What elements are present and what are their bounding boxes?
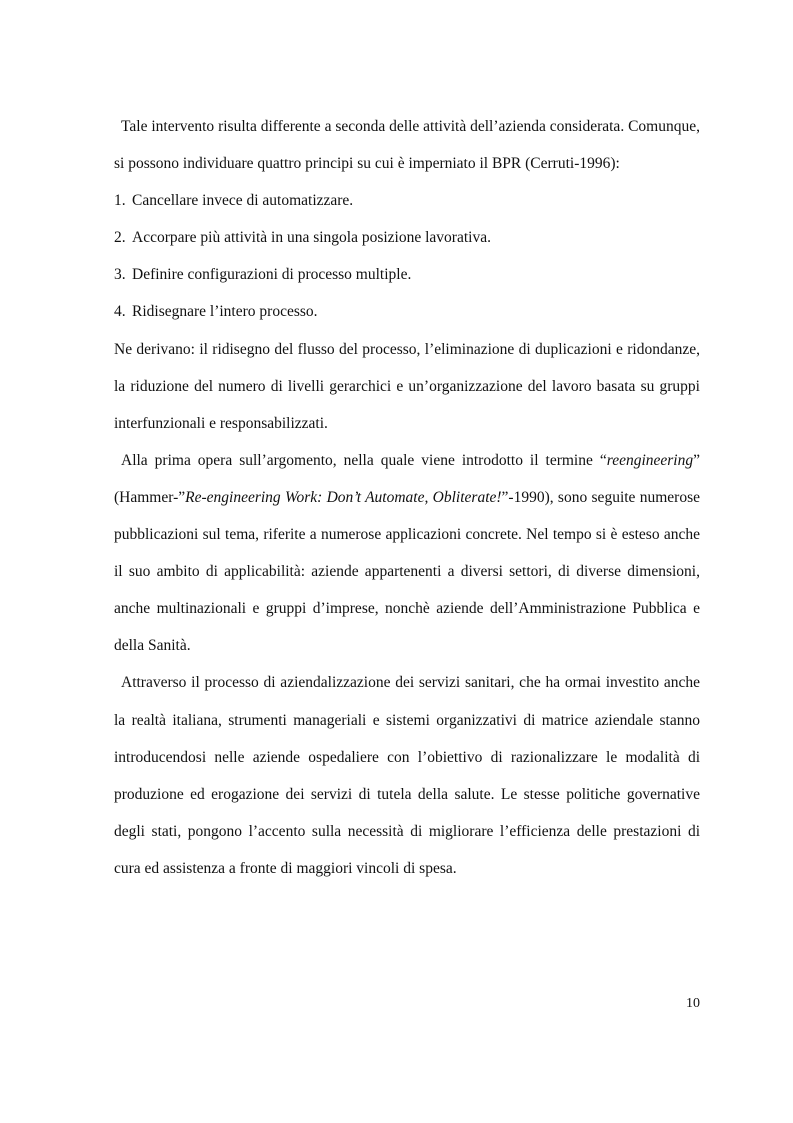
document-body: [114, 108, 700, 887]
list-item-text: Ridisegnare l’intero processo.: [132, 303, 318, 321]
work-title: Re-engineering Work: Don’t Automate, Obliterate!: [185, 488, 502, 506]
paragraph-1: Tale intervento risulta differente a seconda delle attività dell’azienda considerata. Comunque, si possono individuare quattro principi su cui è imperniato il BPR (Cerruti-1996):: [114, 118, 700, 173]
list-item: [114, 256, 700, 293]
list-item-text: Cancellare invece di automatizzare.: [132, 192, 354, 210]
list-item-text: Definire configurazioni di processo multiple.: [132, 266, 412, 284]
paragraph-3-part-1: Alla prima opera sull’argomento, nella quale viene introdotto il termine “: [121, 451, 607, 469]
paragraph-3: [114, 442, 700, 665]
list-item: [114, 293, 700, 330]
list-item-number: 3.: [114, 266, 126, 284]
principles-list: [114, 182, 700, 330]
list-item: [114, 182, 700, 219]
paragraph-4: Attraverso il processo di aziendalizzazione dei servizi sanitari, che ha ormai investito anche la realtà italiana, strumenti manageriali e sistemi organizzativi di matrice aziendale stanno introducendosi nelle aziende ospedaliere con l’obiettivo di razionalizzare le modalità di produzione ed erogazione dei servizi di tutela della salute. Le stesse politiche governative degli stati, pongono l’accento sulla necessità di migliorare l’efficienza delle prestazioni di cura ed assistenza a fronte di maggiori vincoli di spesa.: [114, 674, 700, 877]
list-item-number: 4.: [114, 303, 126, 321]
page-number: 10: [686, 996, 700, 1011]
list-item-text: Accorpare più attività in una singola posizione lavorativa.: [132, 229, 491, 247]
paragraph-3-part-2: ” (Hammer-”: [114, 451, 700, 506]
reengineering-term: reengineering: [606, 451, 694, 469]
list-item-number: 2.: [114, 229, 126, 247]
list-item-number: 1.: [114, 192, 126, 210]
list-item: [114, 219, 700, 256]
paragraph-3-part-3: ”-1990), sono seguite numerose pubblicazioni sul tema, riferite a numerose applicazioni concrete. Nel tempo si è esteso anche il suo ambito di applicabilità: aziende appartenenti a diversi settori, di diverse dimensioni, anche multinazionali e gruppi d’imprese, nonchè aziende dell’Amministrazione Pubblica e della Sanità.: [114, 488, 701, 655]
paragraph-2: Ne derivano: il ridisegno del flusso del processo, l’eliminazione di duplicazioni e ridondanze, la riduzione del numero di livelli gerarchici e un’organizzazione del lavoro basata su gruppi interfunzionali e responsabilizzati.: [114, 340, 700, 432]
